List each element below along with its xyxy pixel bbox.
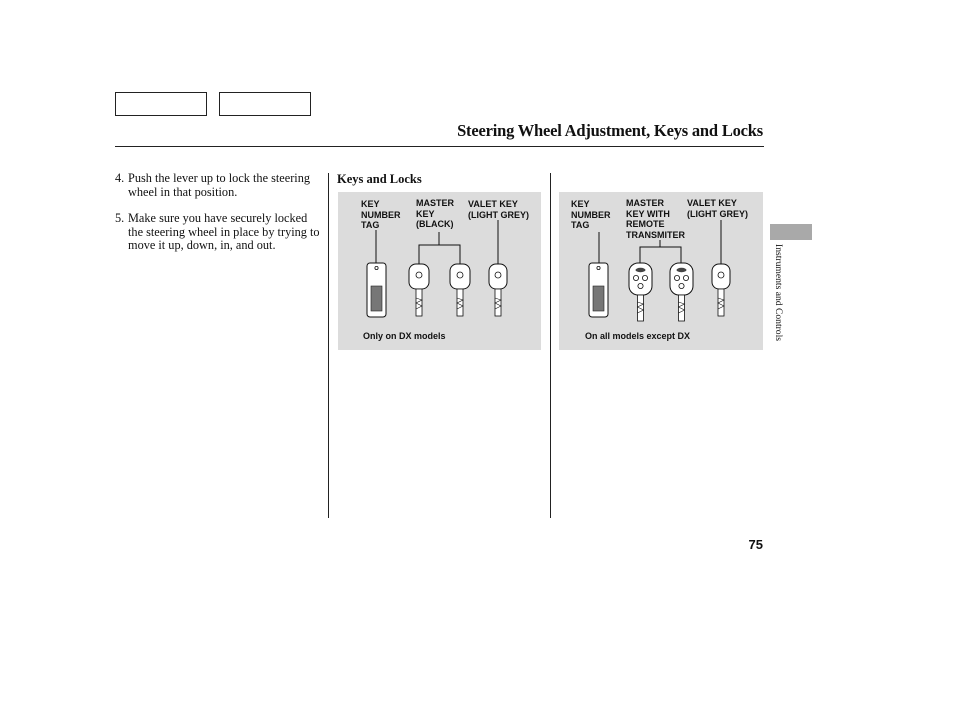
step-number: 5. [115, 211, 125, 225]
valet-key-label: VALET KEY (LIGHT GREY) [468, 199, 529, 220]
step-item [115, 172, 320, 199]
valet-key-label: VALET KEY (LIGHT GREY) [687, 198, 748, 219]
remote-transmitter-key-icon [629, 263, 652, 321]
key-number-tag-icon [589, 263, 608, 317]
valet-key-icon [712, 264, 730, 316]
master-key-icon [450, 264, 470, 316]
page-title: Steering Wheel Adjustment, Keys and Locks [457, 121, 763, 140]
remote-transmitter-key-icon [670, 263, 693, 321]
master-key-label: MASTER KEY (BLACK) [416, 198, 454, 229]
column-divider [550, 173, 551, 518]
key-figure-dx [338, 192, 541, 350]
master-key-remote-label: MASTER KEY WITH REMOTE TRANSMITER [626, 198, 685, 240]
valet-key-icon [489, 264, 507, 316]
instruction-list [115, 172, 320, 266]
key-number-tag-label: KEY NUMBER TAG [361, 199, 401, 230]
header-rule [115, 146, 764, 147]
column-divider [328, 173, 329, 518]
figure-caption: Only on DX models [363, 331, 446, 341]
key-figure-non-dx [559, 192, 763, 350]
section-tab-marker [770, 224, 812, 240]
section-heading: Keys and Locks [337, 172, 422, 186]
section-tab-label: Instruments and Controls [773, 244, 784, 341]
master-key-icon [409, 264, 429, 316]
figure-caption: On all models except DX [585, 331, 691, 341]
nav-button-next[interactable] [219, 92, 311, 116]
step-item [115, 212, 320, 253]
page-number: 75 [748, 537, 763, 552]
step-text: Push the lever up to lock the steering wheel in that position. [128, 171, 311, 199]
nav-button-previous[interactable] [115, 92, 207, 116]
step-text: Make sure you have securely locked the steering wheel in place by trying to move it up, down, in, and out. [128, 211, 320, 252]
step-number: 4. [115, 171, 125, 185]
key-number-tag-label: KEY NUMBER TAG [571, 199, 611, 230]
key-number-tag-icon [367, 263, 386, 317]
